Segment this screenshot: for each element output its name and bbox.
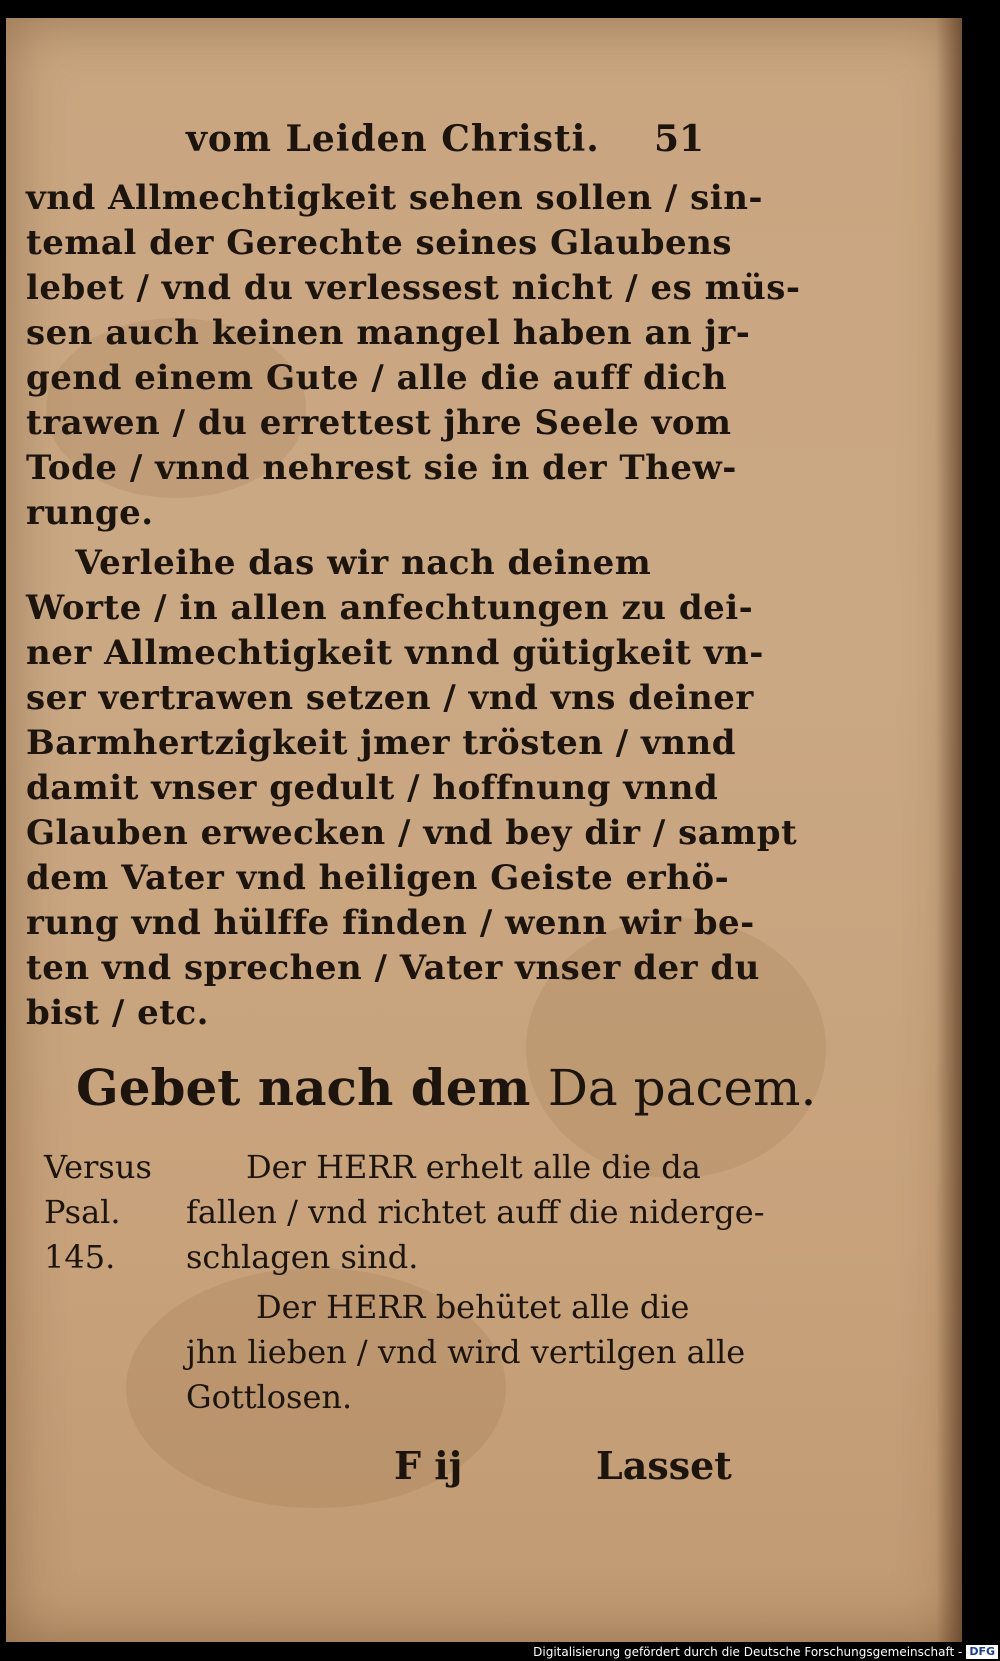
- body-line: trawen / du errettest jhre Seele vom: [26, 403, 732, 443]
- body-line: ner Allmechtigkeit vnnd gütigkeit vn-: [26, 633, 764, 673]
- body-line: ser vertrawen setzen / vnd vns deiner: [26, 678, 754, 718]
- margin-note: Versus: [44, 1148, 152, 1186]
- verse-line: fallen / vnd richtet auff die niderge-: [186, 1193, 765, 1231]
- body-line: Barmhertzigkeit jmer trösten / vnnd: [26, 723, 736, 763]
- body-line: ten vnd sprechen / Vater vnser der du: [26, 948, 760, 988]
- page-spine-shadow: [936, 18, 962, 1642]
- body-line: lebet / vnd du verlessest nicht / es müs-: [26, 268, 801, 308]
- verse-line: Der HERR erhelt alle die da: [246, 1148, 701, 1186]
- body-line: sen auch keinen mangel haben an jr-: [26, 313, 751, 353]
- verse-line: jhn lieben / vnd wird vertilgen alle: [186, 1333, 746, 1371]
- body-line: gend einem Gute / alle die auff dich: [26, 358, 728, 398]
- margin-note: Psal.: [44, 1193, 121, 1231]
- book-page: [6, 18, 962, 1642]
- verse-line: Der HERR behütet alle die: [256, 1288, 690, 1326]
- section-heading: [76, 1058, 816, 1117]
- body-line: Worte / in allen anfechtungen zu dei-: [26, 588, 754, 628]
- heading-blackletter: Gebet nach dem: [76, 1058, 531, 1117]
- body-line: Tode / vnnd nehrest sie in der Thew-: [26, 448, 737, 488]
- footer-text: Digitalisierung gefördert durch die Deutsche Forschungsgemeinschaft -: [533, 1644, 963, 1659]
- body-line: runge.: [26, 493, 154, 533]
- catchword: Lasset: [596, 1443, 732, 1488]
- body-line: dem Vater vnd heiligen Geiste erhö-: [26, 858, 730, 898]
- page-number: 51: [654, 118, 705, 160]
- body-line: damit vnser gedult / hoffnung vnnd: [26, 768, 719, 808]
- heading-latin: Da pacem.: [547, 1059, 817, 1117]
- running-header: vom Leiden Christi.: [186, 118, 600, 160]
- body-line: Verleihe das wir nach deinem: [26, 543, 652, 583]
- margin-note: 145.: [44, 1238, 116, 1276]
- body-line: Glauben erwecken / vnd bey dir / sampt: [26, 813, 798, 853]
- body-line: vnd Allmechtigkeit sehen sollen / sin-: [26, 178, 764, 218]
- verse-line: schlagen sind.: [186, 1238, 419, 1276]
- body-line: bist / etc.: [26, 993, 210, 1033]
- verse-line: Gottlosen.: [186, 1378, 353, 1416]
- footer-credit: [533, 1642, 998, 1661]
- signature-mark: F ij: [394, 1443, 463, 1488]
- body-line: rung vnd hülffe finden / wenn wir be-: [26, 903, 755, 943]
- body-line: temal der Gerechte seines Glaubens: [26, 223, 733, 263]
- dfg-logo: DFG: [966, 1645, 998, 1659]
